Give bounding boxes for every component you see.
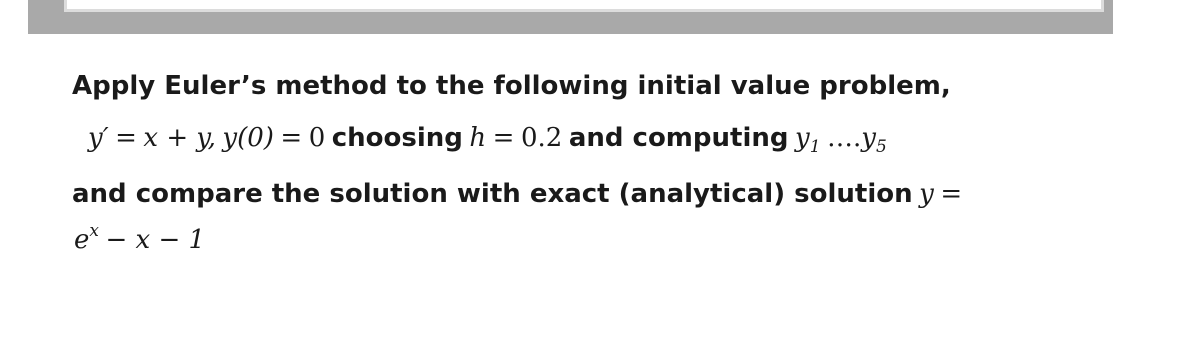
- exact-lhs: y: [919, 179, 934, 209]
- exact-solution-base: $e^x$: [74, 221, 99, 255]
- exact-solution-exponent: x: [89, 221, 99, 241]
- problem-line-4: [74, 215, 205, 256]
- choosing-text: choosing: [331, 123, 463, 153]
- step-equals: =: [492, 123, 515, 153]
- y1-subscript: 1: [809, 137, 821, 157]
- step-symbol: h: [469, 123, 487, 153]
- ode-equals: =: [115, 123, 137, 153]
- y5-subscript: 5: [875, 137, 887, 157]
- initial-condition-equals: =: [280, 123, 303, 153]
- y1-symbol: $y_1$: [794, 123, 821, 157]
- problem-line-3: [72, 178, 962, 210]
- ode-rhs: x + y,: [143, 123, 216, 153]
- exact-equals: =: [940, 179, 963, 209]
- compare-text: and compare the solution with exact (analytical) solution: [72, 179, 913, 209]
- problem-line-2: [88, 122, 887, 163]
- computing-text: and computing: [568, 123, 789, 153]
- top-frame-border: [28, 0, 1113, 34]
- exact-solution-rest: − x − 1: [105, 225, 206, 255]
- top-frame-inner-panel: [64, 0, 1104, 12]
- step-value: 0.2: [520, 123, 563, 153]
- problem-line-1: Apply Euler’s method to the following initial value problem,: [72, 71, 951, 101]
- range-dots: ….: [827, 123, 862, 153]
- y5-symbol: $y_5$: [861, 123, 887, 157]
- initial-condition-lhs: y(0): [222, 123, 274, 153]
- initial-condition-value: 0: [308, 123, 326, 153]
- ode-lhs: y′: [88, 123, 109, 153]
